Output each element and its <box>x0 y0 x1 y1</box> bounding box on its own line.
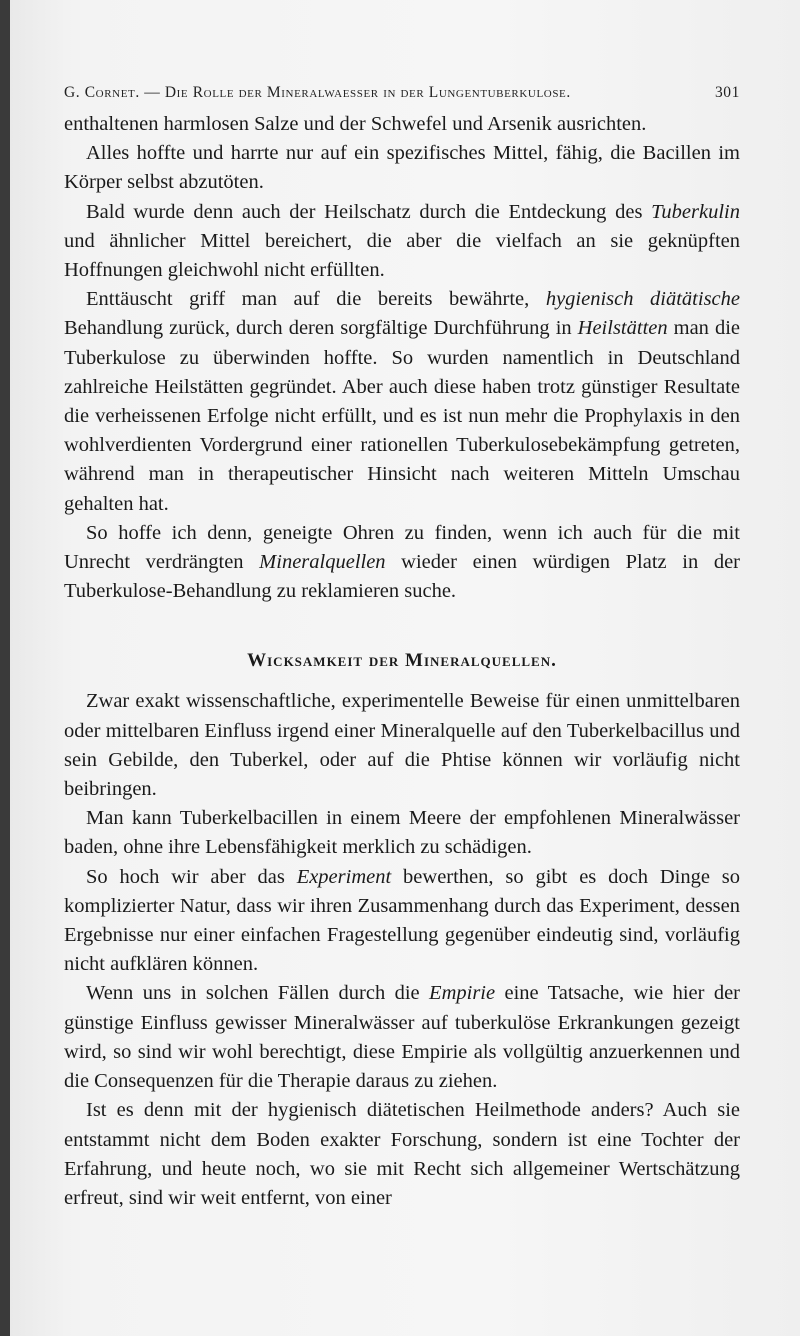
paragraph-5-text-a: So hoffe ich denn, geneigte Ohren zu finden, wenn ich auch für die mit Unrecht verdrängten <box>64 521 740 574</box>
section-paragraph-4 <box>64 979 740 1096</box>
section-paragraph-3-italic-term: Experiment <box>296 865 392 888</box>
paragraph-5-text-c: wieder einen würdigen Platz in der Tuberkulose-Behandlung zu reklamieren suche. <box>64 551 740 603</box>
section-paragraph-4-text-c: eine Tatsache, wie hier der günstige Einfluss gewisser Mineralwässer auf tuberkulöse Erkrankungen gezeigt wird, so sind wir wohl berechtigt, diese Empirie als vollgültig anzuerkennen und die Consequenzen für die Therapie daraus zu ziehen. <box>64 982 740 1093</box>
section-paragraph-3-text-a: So hoch wir aber das <box>86 865 297 888</box>
paragraph-2 <box>64 139 740 197</box>
book-page <box>10 0 800 1336</box>
paragraph-4-text-c: Behandlung zurück, durch deren sorgfältige Durchführung in <box>64 317 578 340</box>
section-paragraph-2-text: Man kann Tuberkelbacillen in einem Meere der empfohlenen Mineralwässer baden, ohne ihre Lebensfähigkeit merklich zu schädigen. <box>64 807 740 859</box>
section-paragraph-4-text-a: Wenn uns in solchen Fällen durch die <box>86 982 430 1005</box>
paragraph-1 <box>64 110 740 139</box>
section-paragraph-2 <box>64 804 740 862</box>
section-paragraph-5 <box>64 1096 740 1213</box>
page-body <box>64 110 740 1213</box>
running-title: G. Cornet. — Die Rolle der Mineralwaesser in der Lungentuberkulose. <box>64 84 571 101</box>
paragraph-4 <box>64 285 740 519</box>
paragraph-1-text: enthaltenen harmlosen Salze und der Schwefel und Arsenik ausrichten. <box>64 113 647 135</box>
paragraph-4-text-e: man die Tuberkulose zu überwinden hoffte. So wurden namentlich in Deutschland zahlreiche Heilstätten gegründet. Aber auch diese haben trotz günstiger Resultate die verheissenen Erfolge nicht erfüllt, und es ist nun mehr die Prophylaxis in den wohlverdienten Vordergrund einer rationellen Tuberkulosebekämpfung getreten, während man in therapeutischer Hinsicht nach weiteren Mitteln Umschau gehalten hat. <box>64 317 740 515</box>
paragraph-3 <box>64 198 740 286</box>
running-header <box>64 84 740 102</box>
section-paragraph-4-italic-term: Empirie <box>429 982 496 1005</box>
section-paragraph-1 <box>64 687 740 804</box>
page-number: 301 <box>714 84 740 101</box>
paragraph-5-italic-term: Mineralquellen <box>259 551 386 574</box>
section-paragraph-1-text: Zwar exakt wissenschaftliche, experimentelle Beweise für einen unmittelbaren oder mittelbaren Einfluss irgend einer Mineralquelle auf den Tuberkelbacillus und sein Gebilde, den Tuberkel, oder auf die Phtise können wir vorläufig nicht beibringen. <box>64 690 740 801</box>
paragraph-5 <box>64 519 740 607</box>
section-paragraph-5-text: Ist es denn mit der hygienisch diätetischen Heilmethode anders? Auch sie entstammt nicht dem Boden exakter Forschung, sondern ist eine Tochter der Erfahrung, und heute noch, wo sie mit Recht sich allgemeiner Wertschätzung erfreut, sind wir weit entfernt, von einer <box>64 1099 740 1209</box>
section-paragraph-3-text-c: bewerthen, so gibt es doch Dinge so komplizierter Natur, dass wir ihren Zusammenhang durch das Experiment, dessen Ergebnisse nur einer einfachen Fragestellung gegenüber eindeutig sind, vorläufig nicht aufklären können. <box>64 865 740 976</box>
paragraph-4-italic-term-2: Heilstätten <box>577 317 668 340</box>
paragraph-3-text-a: Bald wurde denn auch der Heilschatz durch die Entdeckung des <box>86 200 652 223</box>
paragraph-2-text: Alles hoffte und harrte nur auf ein spezifisches Mittel, fähig, die Bacillen im Körper selbst abzutöten. <box>64 142 740 194</box>
paragraph-4-text-a: Enttäuscht griff man auf die bereits bewährte, <box>86 288 546 311</box>
paragraph-3-text-c: und ähnlicher Mittel bereichert, die aber die vielfach an sie geknüpften Hoffnungen gleichwohl nicht erfüllten. <box>64 229 740 282</box>
paragraph-4-italic-term-1: hygienisch diätätische <box>545 288 740 311</box>
section-paragraph-3 <box>64 863 740 980</box>
paragraph-3-italic-term: Tuberkulin <box>651 200 740 223</box>
section-heading: Wicksamkeit der Mineralquellen. <box>247 650 557 672</box>
